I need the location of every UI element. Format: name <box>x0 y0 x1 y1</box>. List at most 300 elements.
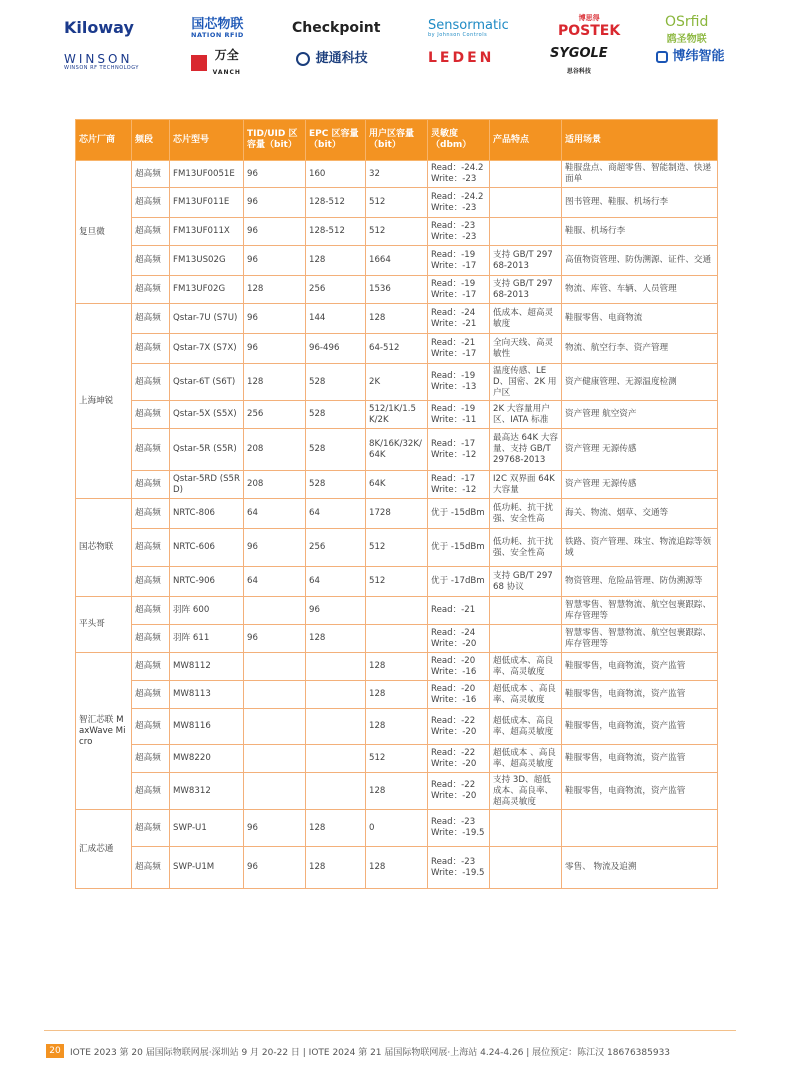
cell-epc: 528 <box>306 471 366 499</box>
cell-model: Qstar-6T (S6T) <box>170 364 244 401</box>
cell-features: 超低成本 、高良率、高灵敏度 <box>490 681 562 709</box>
cell-model: NRTC-806 <box>170 499 244 529</box>
cell-tid: 96 <box>244 810 306 847</box>
cell-features: 支持 GB/T 29768 协议 <box>490 567 562 597</box>
cell-band: 超高频 <box>132 709 170 745</box>
table-row <box>76 773 718 810</box>
cell-band: 超高频 <box>132 471 170 499</box>
cell-scenario: 资产管理 航空资产 <box>562 401 718 429</box>
cell-tid <box>244 745 306 773</box>
cell-tid: 128 <box>244 364 306 401</box>
cell-features: 超低成本、高良率、超高灵敏度 <box>490 709 562 745</box>
sensitivity-line: Write：-23 <box>431 174 477 184</box>
cell-model: MW8112 <box>170 653 244 681</box>
cell-user: 128 <box>366 709 428 745</box>
cell-scenario: 资产管理 无源传感 <box>562 429 718 471</box>
cell-model: MW8312 <box>170 773 244 810</box>
cell-band: 超高频 <box>132 745 170 773</box>
cell-band: 超高频 <box>132 681 170 709</box>
cell-tid: 96 <box>244 218 306 246</box>
cell-epc: 528 <box>306 364 366 401</box>
cell-epc <box>306 745 366 773</box>
cell-tid: 96 <box>244 304 306 334</box>
cell-features: 支持 GB/T 29768-2013 <box>490 276 562 304</box>
jietong-mark-icon <box>296 52 310 66</box>
table-row <box>76 471 718 499</box>
header-model: 芯片型号 <box>170 120 244 161</box>
footer-divider <box>44 1030 736 1031</box>
table-row <box>76 529 718 567</box>
cell-tid <box>244 709 306 745</box>
cell-tid: 96 <box>244 625 306 653</box>
cell-epc <box>306 709 366 745</box>
postek-name: POSTEK <box>558 23 621 39</box>
nation-rfid-cn: 国芯物联 <box>191 17 244 32</box>
cell-sensitivity <box>428 529 490 567</box>
cell-epc: 160 <box>306 161 366 188</box>
cell-epc: 128 <box>306 246 366 276</box>
sensitivity-line: Read：-24 <box>431 627 476 638</box>
kiloway-logo: Kiloway <box>64 18 134 37</box>
cell-sensitivity <box>428 499 490 529</box>
cell-band: 超高频 <box>132 499 170 529</box>
cell-features: 低功耗、抗干扰强、安全性高 <box>490 499 562 529</box>
vanch-logo <box>191 49 241 77</box>
sensitivity-line: Read：-23 <box>431 817 476 827</box>
cell-model: FM13US02G <box>170 246 244 276</box>
sensormatic-name: Sensormatic <box>428 18 509 33</box>
cell-model: FM13UF0051E <box>170 161 244 188</box>
sensitivity-line: Write：-23 <box>431 202 477 213</box>
cell-scenario: 图书管理、鞋服、机场行李 <box>562 188 718 218</box>
cell-band: 超高频 <box>132 218 170 246</box>
cell-epc: 528 <box>306 429 366 471</box>
cell-sensitivity <box>428 567 490 597</box>
cell-epc: 528 <box>306 401 366 429</box>
sensitivity-line: Read：-23 <box>431 220 476 231</box>
sensitivity-line: Write：-17 <box>431 289 477 300</box>
sensitivity-line: Read：-19 <box>431 371 476 381</box>
cell-sensitivity <box>428 334 490 364</box>
header-user: 用户区容量（bit） <box>366 120 428 161</box>
sensitivity-line: Write：-17 <box>431 260 477 271</box>
sensitivity-line: Write：-16 <box>431 694 477 705</box>
cell-epc: 128 <box>306 810 366 847</box>
cell-sensitivity <box>428 304 490 334</box>
cell-epc: 128-512 <box>306 218 366 246</box>
page-number: 20 <box>46 1044 64 1058</box>
cell-features: 温度传感、LED、国密、2K 用户区 <box>490 364 562 401</box>
cell-user: 128 <box>366 681 428 709</box>
table-row <box>76 218 718 246</box>
cell-epc: 128-512 <box>306 188 366 218</box>
vanch-name: VANCH <box>212 69 241 76</box>
table-body <box>76 161 718 889</box>
sensitivity-line: Read：-22 <box>431 780 476 790</box>
winson-name: WINSON <box>64 52 133 66</box>
cell-vendor: 上海坤锐 <box>76 304 132 499</box>
jietong-name: 捷通科技 <box>315 51 368 66</box>
cell-scenario: 鞋服零售，电商物流，资产监管 <box>562 709 718 745</box>
cell-sensitivity <box>428 681 490 709</box>
cell-features <box>490 810 562 847</box>
cell-tid: 96 <box>244 161 306 188</box>
cell-vendor: 平头哥 <box>76 597 132 653</box>
cell-scenario: 高值物资管理、防伪溯源、证件、交通 <box>562 246 718 276</box>
cell-band: 超高频 <box>132 429 170 471</box>
cell-band: 超高频 <box>132 567 170 597</box>
cell-scenario: 铁路、资产管理、珠宝、物流追踪等领域 <box>562 529 718 567</box>
cell-features <box>490 188 562 218</box>
cell-vendor: 复旦微 <box>76 161 132 304</box>
cell-user: 1664 <box>366 246 428 276</box>
osrfid-name: OSrfid <box>665 14 709 30</box>
cell-model: Qstar-5RD (S5RD) <box>170 471 244 499</box>
cell-sensitivity <box>428 625 490 653</box>
cell-epc: 256 <box>306 529 366 567</box>
cell-sensitivity <box>428 276 490 304</box>
footer-text: IOTE 2023 第 20 届国际物联网展·深圳站 9 月 20-22 日 | IOTE 2024 第 21 届国际物联网展·上海站 4.24-4.26 | 展位预定：陈江汉 18676385933 <box>70 1048 671 1058</box>
cell-user: 512 <box>366 567 428 597</box>
cell-features <box>490 625 562 653</box>
table-row <box>76 246 718 276</box>
cell-scenario: 智慧零售、智慧物流、航空包裹跟踪、库存管理等 <box>562 597 718 625</box>
cell-sensitivity <box>428 471 490 499</box>
cell-tid: 96 <box>244 188 306 218</box>
cell-features: 支持 GB/T 29768-2013 <box>490 246 562 276</box>
cell-scenario: 智慧零售、智慧物流、航空包裹跟踪、库存管理等 <box>562 625 718 653</box>
sensitivity-line: Read：-24 <box>431 307 476 318</box>
sensitivity-line: Read：-17 <box>431 438 476 449</box>
sensitivity-line: Read：-22 <box>431 747 476 758</box>
bowei-logo <box>656 50 725 63</box>
cell-tid: 64 <box>244 567 306 597</box>
header-epc: EPC 区容量（bit） <box>306 120 366 161</box>
cell-model: Qstar-7X (S7X) <box>170 334 244 364</box>
cell-band: 超高频 <box>132 401 170 429</box>
cell-band: 超高频 <box>132 529 170 567</box>
cell-tid: 64 <box>244 499 306 529</box>
cell-band: 超高频 <box>132 597 170 625</box>
cell-sensitivity <box>428 429 490 471</box>
cell-sensitivity <box>428 597 490 625</box>
sensitivity-line: Write：-17 <box>431 348 477 359</box>
cell-sensitivity <box>428 161 490 188</box>
cell-scenario: 鞋服、机场行李 <box>562 218 718 246</box>
cell-tid: 256 <box>244 401 306 429</box>
sensitivity-line: Write：-13 <box>431 382 477 392</box>
table-row <box>76 364 718 401</box>
sygole-logo <box>550 47 608 76</box>
cell-model: 羽阵 611 <box>170 625 244 653</box>
cell-features <box>490 597 562 625</box>
sensitivity-line: Write：-21 <box>431 318 477 329</box>
cell-scenario: 鞋服零售，电商物流，资产监管 <box>562 773 718 810</box>
cell-sensitivity <box>428 364 490 401</box>
postek-logo <box>558 15 620 38</box>
cell-tid: 96 <box>244 847 306 889</box>
cell-model: FM13UF011E <box>170 188 244 218</box>
sensitivity-line: Read：-19 <box>431 403 476 414</box>
table-row <box>76 276 718 304</box>
table-row <box>76 334 718 364</box>
sponsor-logos <box>0 0 794 80</box>
cell-sensitivity <box>428 709 490 745</box>
cell-user: 512 <box>366 529 428 567</box>
cell-user: 32 <box>366 161 428 188</box>
sensitivity-line: Read：-21 <box>431 337 476 348</box>
cell-band: 超高频 <box>132 653 170 681</box>
cell-user <box>366 597 428 625</box>
cell-tid: 96 <box>244 334 306 364</box>
cell-vendor: 国芯物联 <box>76 499 132 597</box>
osrfid-logo <box>665 15 708 45</box>
cell-model: MW8116 <box>170 709 244 745</box>
table-row <box>76 304 718 334</box>
cell-sensitivity <box>428 773 490 810</box>
cell-user: 64K <box>366 471 428 499</box>
cell-user: 1728 <box>366 499 428 529</box>
cell-model: NRTC-606 <box>170 529 244 567</box>
header-scenarios: 适用场景 <box>562 120 718 161</box>
sensitivity-line: Read：-24.2 <box>431 191 484 202</box>
cell-tid: 208 <box>244 471 306 499</box>
cell-scenario: 物流、航空行李、资产管理 <box>562 334 718 364</box>
header-sensitivity: 灵敏度（dbm） <box>428 120 490 161</box>
cell-band: 超高频 <box>132 810 170 847</box>
sensitivity-line: Read：-22 <box>431 715 476 726</box>
table-row <box>76 188 718 218</box>
table-row <box>76 653 718 681</box>
cell-user: 64-512 <box>366 334 428 364</box>
checkpoint-logo: Checkpoint <box>292 20 381 36</box>
cell-epc: 64 <box>306 567 366 597</box>
cell-features: 超低成本 、高良率、超高灵敏度 <box>490 745 562 773</box>
cell-scenario <box>562 810 718 847</box>
sensitivity-line: Write：-16 <box>431 666 477 677</box>
vanch-mark-icon <box>191 55 207 71</box>
cell-user: 0 <box>366 810 428 847</box>
sensitivity-line: Read：-17 <box>431 473 476 484</box>
cell-user: 1536 <box>366 276 428 304</box>
cell-model: Qstar-5X (S5X) <box>170 401 244 429</box>
sensitivity-line: Write：-12 <box>431 449 477 460</box>
cell-features: 2K 大容量用户区、IATA 标准 <box>490 401 562 429</box>
sensitivity-line: Write：-19.5 <box>431 828 485 838</box>
cell-scenario: 资产管理 无源传感 <box>562 471 718 499</box>
header-features: 产品特点 <box>490 120 562 161</box>
cell-sensitivity <box>428 188 490 218</box>
cell-features: 低功耗、抗干扰强、安全性高 <box>490 529 562 567</box>
cell-user: 512 <box>366 218 428 246</box>
sensitivity-line: 优于 -15dBm <box>431 542 485 552</box>
cell-epc <box>306 773 366 810</box>
cell-user: 2K <box>366 364 428 401</box>
cell-model: 羽阵 600 <box>170 597 244 625</box>
cell-features <box>490 161 562 188</box>
cell-vendor: 汇成芯通 <box>76 810 132 889</box>
nation-rfid-logo <box>191 18 244 39</box>
sensitivity-line: Write：-19.5 <box>431 867 485 878</box>
cell-user <box>366 625 428 653</box>
bowei-mark-icon <box>656 51 668 63</box>
cell-tid: 96 <box>244 246 306 276</box>
cell-user: 128 <box>366 773 428 810</box>
cell-model: Qstar-5R (S5R) <box>170 429 244 471</box>
cell-epc: 96-496 <box>306 334 366 364</box>
cell-sensitivity <box>428 745 490 773</box>
cell-user: 512 <box>366 745 428 773</box>
cell-band: 超高频 <box>132 364 170 401</box>
sensitivity-line: Write：-12 <box>431 484 477 495</box>
osrfid-cn: 鸥圣物联 <box>666 34 707 45</box>
cell-model: FM13UF02G <box>170 276 244 304</box>
cell-user: 512 <box>366 188 428 218</box>
cell-tid <box>244 681 306 709</box>
sensitivity-line: Write：-11 <box>431 414 477 425</box>
cell-epc <box>306 653 366 681</box>
table-row <box>76 847 718 889</box>
winson-sub: WINSON RF TECHNOLOGY <box>64 65 139 71</box>
cell-band: 超高频 <box>132 276 170 304</box>
cell-features: 支持 3D、超低成本、高良率、超高灵敏度 <box>490 773 562 810</box>
jietong-logo <box>296 50 368 66</box>
cell-scenario: 零售、 物流及追溯 <box>562 847 718 889</box>
cell-scenario: 物流、库管、车辆、人员管理 <box>562 276 718 304</box>
cell-epc: 96 <box>306 597 366 625</box>
cell-sensitivity <box>428 218 490 246</box>
cell-epc: 64 <box>306 499 366 529</box>
cell-scenario: 资产健康管理、无源温度检测 <box>562 364 718 401</box>
cell-sensitivity <box>428 246 490 276</box>
cell-model: SWP-U1M <box>170 847 244 889</box>
sensitivity-line: Write：-20 <box>431 791 477 801</box>
table-row <box>76 401 718 429</box>
table-row <box>76 709 718 745</box>
sensormatic-sub: by Johnson Controls <box>428 32 488 38</box>
table-row <box>76 567 718 597</box>
cell-model: FM13UF011X <box>170 218 244 246</box>
cell-features: 超低成本、高良率、高灵敏度 <box>490 653 562 681</box>
sensitivity-line: Read：-19 <box>431 249 476 260</box>
cell-tid: 128 <box>244 276 306 304</box>
cell-features <box>490 847 562 889</box>
chip-comparison-table <box>75 119 718 889</box>
cell-band: 超高频 <box>132 246 170 276</box>
cell-features <box>490 218 562 246</box>
cell-scenario: 鞋服零售，电商物流，资产监管 <box>562 681 718 709</box>
sensitivity-line: Write：-20 <box>431 758 477 769</box>
cell-features: 低成本、超高灵敏度 <box>490 304 562 334</box>
cell-user: 128 <box>366 304 428 334</box>
cell-epc: 144 <box>306 304 366 334</box>
winson-logo <box>64 53 139 71</box>
cell-tid <box>244 597 306 625</box>
sygole-name: SYGOLE <box>550 46 608 61</box>
cell-features: 全向天线、高灵敏性 <box>490 334 562 364</box>
cell-model: NRTC-906 <box>170 567 244 597</box>
cell-user: 128 <box>366 653 428 681</box>
sensitivity-line: Read：-24.2 <box>431 163 484 173</box>
sygole-cn: 思谷科技 <box>566 68 591 75</box>
cell-scenario: 鞋服盘点、商超零售、智能制造、快递面单 <box>562 161 718 188</box>
cell-user: 128 <box>366 847 428 889</box>
cell-tid: 208 <box>244 429 306 471</box>
sensitivity-line: Read：-23 <box>431 856 476 867</box>
sensitivity-line: 优于 -17dBm <box>431 576 485 586</box>
cell-band: 超高频 <box>132 334 170 364</box>
cell-epc: 128 <box>306 625 366 653</box>
table-row <box>76 810 718 847</box>
sensitivity-line: Write：-20 <box>431 726 477 737</box>
cell-epc <box>306 681 366 709</box>
cell-band: 超高频 <box>132 847 170 889</box>
cell-features: I2C 双界面 64K 大容量 <box>490 471 562 499</box>
cell-sensitivity <box>428 653 490 681</box>
cell-model: Qstar-7U (S7U) <box>170 304 244 334</box>
sensitivity-line: Read：-20 <box>431 655 476 666</box>
cell-user: 512/1K/1.5K/2K <box>366 401 428 429</box>
leden-logo: LEDEN <box>428 50 495 66</box>
cell-scenario: 海关、物流、烟草、交通等 <box>562 499 718 529</box>
header-tid: TID/UID 区容量（bit） <box>244 120 306 161</box>
cell-band: 超高频 <box>132 188 170 218</box>
cell-tid <box>244 653 306 681</box>
cell-scenario: 鞋服零售、电商物流 <box>562 304 718 334</box>
header-vendor: 芯片厂商 <box>76 120 132 161</box>
cell-model: MW8113 <box>170 681 244 709</box>
table-row <box>76 429 718 471</box>
postek-cn: 博思得 <box>578 14 600 22</box>
sensitivity-line: Write：-23 <box>431 231 477 242</box>
table-row <box>76 161 718 188</box>
cell-user: 8K/16K/32K/64K <box>366 429 428 471</box>
cell-epc: 256 <box>306 276 366 304</box>
table-row <box>76 681 718 709</box>
cell-band: 超高频 <box>132 773 170 810</box>
sensitivity-line: Read：-21 <box>431 605 476 615</box>
cell-tid: 96 <box>244 529 306 567</box>
cell-sensitivity <box>428 401 490 429</box>
cell-sensitivity <box>428 847 490 889</box>
table-row <box>76 625 718 653</box>
cell-band: 超高频 <box>132 161 170 188</box>
table-header-row <box>76 120 718 161</box>
cell-features: 最高达 64K 大容量、支持 GB/T 29768-2013 <box>490 429 562 471</box>
sensormatic-logo <box>428 19 509 38</box>
cell-scenario: 鞋服零售，电商物流，资产监管 <box>562 653 718 681</box>
vanch-cn: 万全 <box>214 48 239 62</box>
sensitivity-line: Write：-20 <box>431 638 477 649</box>
sensitivity-line: Read：-19 <box>431 278 476 289</box>
cell-scenario: 鞋服零售，电商物流，资产监管 <box>562 745 718 773</box>
cell-tid <box>244 773 306 810</box>
cell-sensitivity <box>428 810 490 847</box>
table-row <box>76 745 718 773</box>
cell-band: 超高频 <box>132 625 170 653</box>
cell-vendor: 智汇芯联 MaxWave Micro <box>76 653 132 810</box>
table-row <box>76 499 718 529</box>
header-band: 频段 <box>132 120 170 161</box>
bowei-name: 博纬智能 <box>672 49 725 64</box>
cell-model: SWP-U1 <box>170 810 244 847</box>
cell-band: 超高频 <box>132 304 170 334</box>
table-row <box>76 597 718 625</box>
nation-rfid-en: NATION RFID <box>191 31 244 39</box>
sensitivity-line: Read：-20 <box>431 683 476 694</box>
sensitivity-line: 优于 -15dBm <box>431 508 485 518</box>
cell-epc: 128 <box>306 847 366 889</box>
